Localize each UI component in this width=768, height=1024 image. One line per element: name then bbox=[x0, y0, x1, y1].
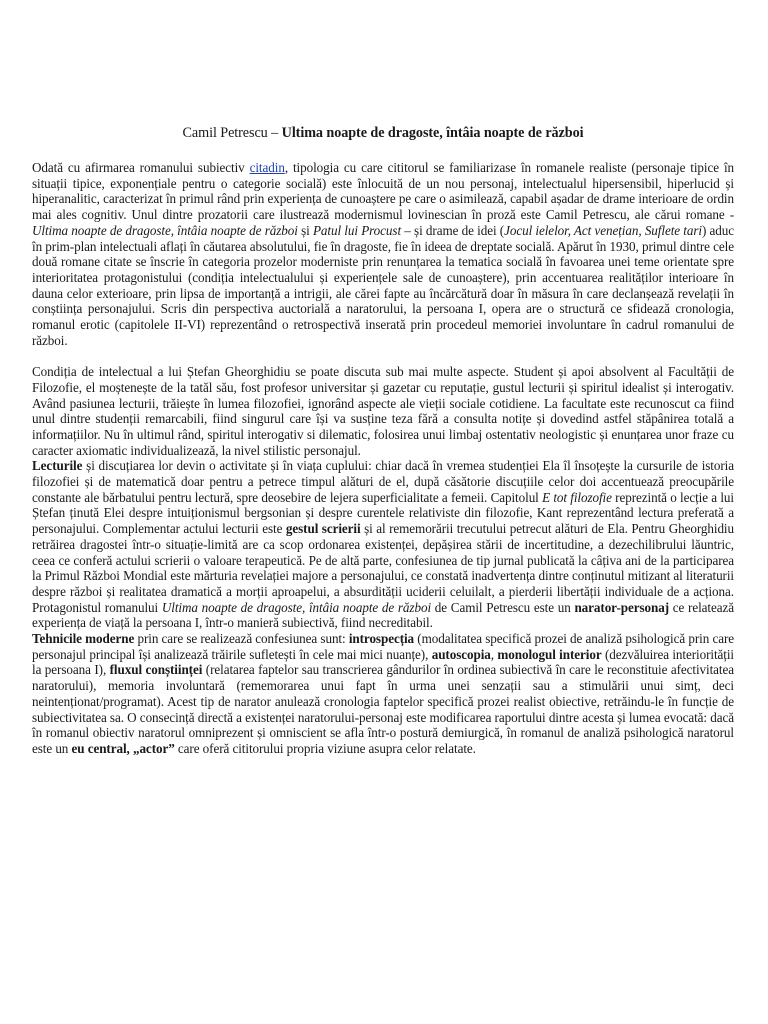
p3-text-4: de Camil Petrescu este un bbox=[431, 599, 575, 615]
p1-italic-dramas: Jocul ielelor, Act venețian, Suflete tari bbox=[504, 222, 702, 238]
p4-text-3: , bbox=[490, 646, 498, 662]
p3-text-2: reprezintă o lecție a lui Ștefan ținută Elei despre intuiționismul bergsonian și despre curentele relativiste din filozofie, Kant reprezentând lectura preferată a personajului. Complementar actului lecturii este bbox=[32, 489, 734, 537]
p1-text-1: Odată cu afirmarea romanului subiectiv bbox=[32, 160, 250, 175]
p1-text-3: și bbox=[297, 222, 313, 238]
paragraph-intro bbox=[32, 160, 734, 348]
p4-bold-fluxul: fluxul conștiinței bbox=[109, 662, 203, 678]
p3-text-1: și discuțiarea lor devin o activitate și în viața cuplului: chiar dacă în vremea studenției Ela îl însoțește la cursurile de istoria filozofiei și de matematică doar pentru a petrece timpul alături de el, după căsătorie discuțiile celor doi accentuează preocupările constante ale bărbatului pentru lectură, spre deosebire de lejera superficialitate a femeii. Capitolul bbox=[32, 458, 734, 505]
p3-bold-lecturile: Lecturile bbox=[32, 458, 83, 474]
p4-text-1: prin care se realizează confesiunea sunt: bbox=[134, 631, 349, 647]
title-author: Camil Petrescu bbox=[182, 125, 268, 141]
p3-bold-gestul: gestul scrierii bbox=[285, 521, 361, 537]
title-dash: – bbox=[267, 125, 282, 141]
paragraph-intellectual-condition bbox=[32, 364, 734, 458]
p1-text-5: ) aduc în prim-plan intelectuali aflați în căutarea absolutului, fie în dragoste, fie în ideea de dreptate socială. Apărut în 1930, primul dintre cele două romane citate se înscrie în categoria prozelor moderniste prin renunțarea la tematica socială în favoarea unei teme orientate spre interioritatea protagonistului (condiția intelectualului și experiențele sale de cunoaștere), prin accentuarea realităților interioare în dauna celor exterioare, prin lipsa de importanță a intrigii, ale cărei fapte au încărcătură doar în măsura în care declanșează revelații în conștiința personajului. Scris din perspectiva auctorială a naratorului, la persoana I, opera are o structură ce sfidează cronologia, romanul erotic (capitolele II-VI) reprezentând o retrospectivă inserată prin procedeul memoriei involuntare în cadrul romanului de război. bbox=[32, 222, 735, 348]
p4-text-2: (modalitatea specifică prozei de analiză psihologică prin care personajul principal își analizează trăirile sufletești în cele mai mici nuanțe), bbox=[32, 631, 735, 662]
p4-text-4: (dezvăluirea interiorității la persoana I), bbox=[32, 646, 734, 678]
document-page bbox=[32, 124, 734, 757]
p4-bold-tehnicile: Tehnicile moderne bbox=[32, 631, 135, 647]
p3-italic-chapter: E tot filozofie bbox=[542, 489, 612, 505]
p1-text-2: , tipologia cu care cititorul se familiarizase în romanele realiste (personaje tipice în situații tipice, exponențiale pentru o categorie socială) este înlocuită de un nou personaj, intelectualul hipersensibil, hiperlucid și hiperanalitic, caracterizat în primul rând prin experiența de cunoaștere pe care o asimilează, capabil așadar de drame interioare de ordin mai ales cognitiv. Unul dintre prozatorii care ilustrează modernismul lovinescian în proză este Camil Petrescu, ale cărui romane - bbox=[32, 160, 735, 223]
p4-bold-eu-central: eu central, „actor” bbox=[71, 741, 175, 756]
p3-text-3: și al rememorării trecutului petrecut alături de Ela. Pentru Gheorghidiu retrăirea dragostei într-o situație-limită are ca scop ordonarea existenței, depășirea stării de incertitudine, a dezechilibrului lăuntric, ceea ce conferă actului scrierii o valoare terapeutică. Pe de altă parte, confesiunea de tip jurnal publicată la câțiva ani de la participarea la Primul Război Mondial este mărturia revelației majore a personajului, ce constată inadvertența dintre conținutul mitizant al literaturii despre război și realitatea dramatică a morții aproapelui, a absurdității uciderii celuilalt, a pierderii libertății individuale de a acționa. Protagonistul romanului bbox=[32, 521, 734, 615]
document-title bbox=[32, 124, 734, 142]
paragraph-techniques bbox=[32, 631, 734, 757]
p4-text-5: (relatarea faptelor sau transcrierea gândurilor în ordinea subiectivă în care le reconstituie afectivitatea naratorului), memoria involuntară (rememorarea unui fapt în urma unei senzații sau a stimulării unui simț, deci neintenționat/programat). Acest tip de narator anulează cronologia faptelor specifică prozei realist obiective, retrăindu-le în funcție de subiectivitatea sa. O consecință directă a existenței naratorului-personaj este modificarea raportului dintre acesta și lumea evocată: dacă în romanul obiectiv naratorul omniprezent și omniscient se afla într-o postură demiurgică, în romanul de analiză psihologică naratorul este un bbox=[32, 662, 734, 756]
title-work: Ultima noapte de dragoste, întâia noapte de război bbox=[281, 125, 584, 141]
p1-italic-novel-title: Ultima noapte de dragoste, întâia noapte de război bbox=[32, 222, 298, 238]
p4-bold-monologul: monologul interior bbox=[497, 646, 602, 662]
p1-text-4: – și drame de idei ( bbox=[401, 222, 505, 238]
p4-bold-autoscopia: autoscopia bbox=[431, 646, 491, 662]
p3-bold-narator: narator-personaj bbox=[574, 599, 670, 615]
p3-italic-novel-title: Ultima noapte de dragoste, întâia noapte de război bbox=[161, 599, 432, 615]
p4-bold-introspectia: introspecția bbox=[348, 631, 415, 647]
citadin-link[interactable]: citadin bbox=[249, 160, 285, 175]
p1-italic-patul: Patul lui Procust bbox=[312, 222, 402, 238]
paragraph-readings bbox=[32, 458, 734, 631]
p2-text-1: Condiția de intelectual a lui Ștefan Gheorghidiu se poate discuta sub mai multe aspecte. Student și apoi absolvent al Facultății de Filozofie, el moștenește de la tatăl său, fost profesor universitar și gazetar cu reputație, gustul lecturii și spiritul idealist și interogativ. Având pasiunea lecturii, trăiește în lumea filozofiei, ignorând aspecte ale vieții sociale cotidiene. La facultate este recunoscut ca fiind unul dintre studenții remarcabili, fiind singurul care își va susține teza fără a consulta notițe și dovedind astfel stăpânirea totală a informațiilor. Nu în ultimul rând, spiritul interogativ si dilematic, folosirea unui limbaj ostentativ neologistic și enunțarea unor fraze cu caracter axiomatic individualizează, la nivel stilistic personajul. bbox=[32, 364, 734, 458]
p4-text-6: care oferă cititorului propria viziune asupra celor relatate. bbox=[174, 741, 476, 756]
p3-text-5: ce relatează experiența de viață la persoana I, într-o manieră subiectivă, fiind necreditabil. bbox=[32, 599, 734, 631]
